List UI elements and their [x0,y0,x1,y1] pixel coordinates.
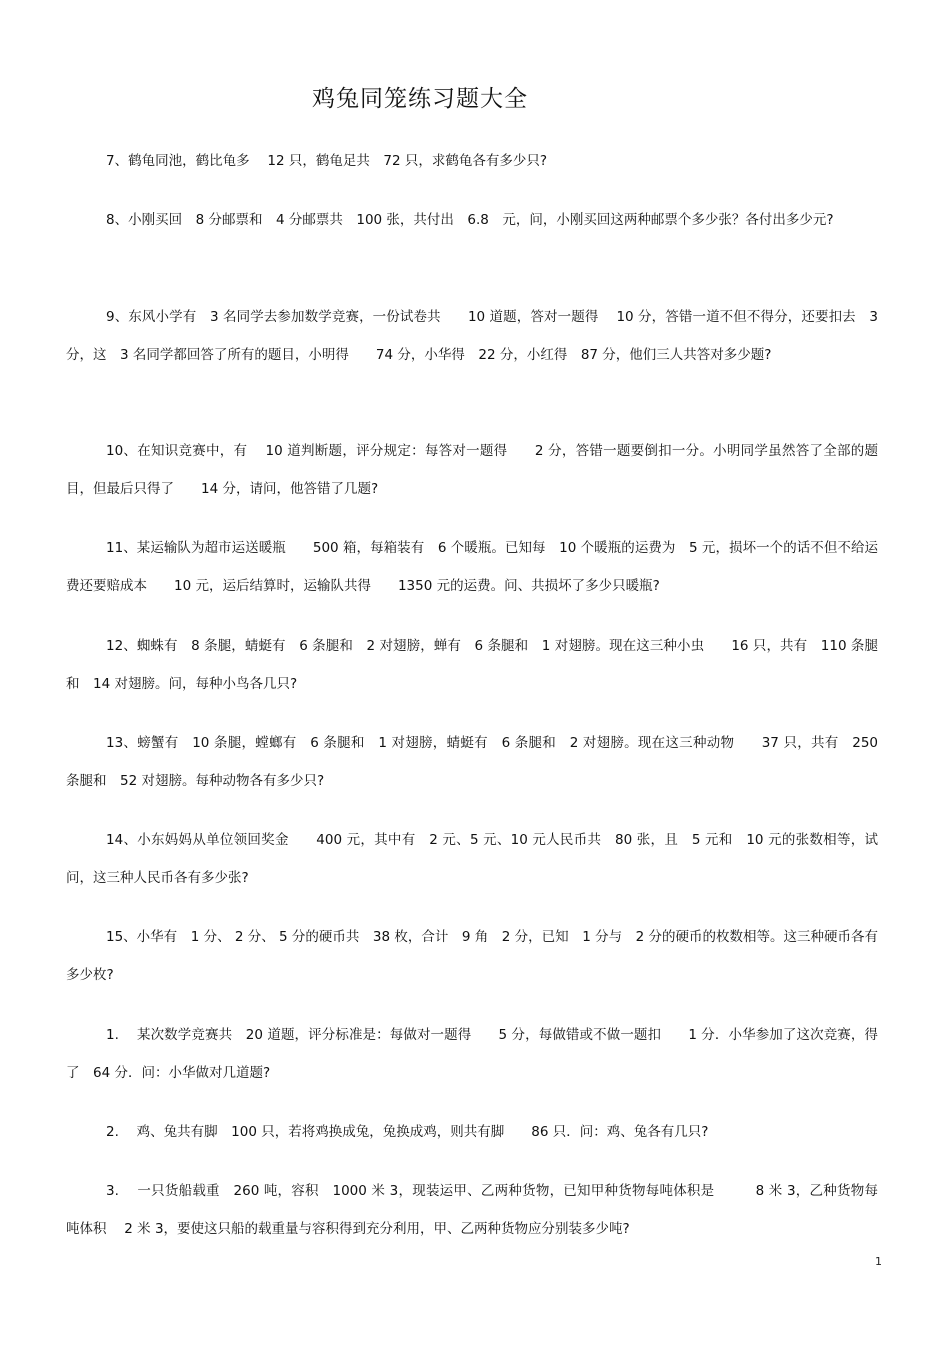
page-number: 1 [875,1255,882,1268]
problem-12: 12、蜘蛛有 8 条腿，蜻蜓有 6 条腿和 2 对翅膀，蝉有 6 条腿和 1 对翅膀。现在这三种小虫 16 只，共有 110 条腿和 14 对翅膀。问，每种小鸟各几只? [66,638,878,692]
problem-b1: 1. 某次数学竞赛共 20 道题，评分标准是：每做对一题得 5 分，每做错或不做一题扣 1 分．小华参加了这次竞赛，得了 64 分．问：小华做对几道题? [66,1027,878,1081]
problem-15: 15、小华有 1 分、 2 分、 5 分的硬币共 38 枚，合计 9 角 2 分，已知 1 分与 2 分的硬币的枚数相等。这三种硬币各有多少枚? [66,929,878,983]
problem-11: 11、某运输队为超市运送暖瓶 500 箱，每箱装有 6 个暖瓶。已知每 10 个暖瓶的运费为 5 元，损坏一个的话不但不给运费还要赔成本 10 元，运后结算时，运输队共得 1350 元的运费。问、共损坏了多少只暖瓶? [66,540,878,594]
problem-b2: 2. 鸡、兔共有脚 100 只，若将鸡换成兔，兔换成鸡，则共有脚 86 只．问：鸡、兔各有几只? [106,1124,709,1140]
problem-b3: 3. 一只货船载重 260 吨，容积 1000 米 3，现装运甲、乙两种货物，已知甲种货物每吨体积是 8 米 3，乙种货物每吨体积 2 米 3，要使这只船的载重量与容积得到充分利用，甲、乙两种货物应分别装多少吨? [66,1183,878,1237]
page-title: 鸡兔同笼练习题大全 [312,86,528,112]
problem-14: 14、小东妈妈从单位领回奖金 400 元，其中有 2 元、5 元、10 元人民币共 80 张，且 5 元和 10 元的张数相等，试问，这三种人民币各有多少张? [66,832,878,886]
problem-9: 9、东风小学有 3 名同学去参加数学竞赛，一份试卷共 10 道题，答对一题得 10 分，答错一道不但不得分，还要扣去 3 分，这 3 名同学都回答了所有的题目，小明得 74 分，小华得 22 分，小红得 87 分，他们三人共答对多少题? [66,309,883,363]
problem-8: 8、小刚买回 8 分邮票和 4 分邮票共 100 张，共付出 6.8 元，问，小刚买回这两种邮票个多少张？各付出多少元? [106,212,834,228]
problem-10: 10、在知识竞赛中，有 10 道判断题，评分规定：每答对一题得 2 分，答错一题要倒扣一分。小明同学虽然答了全部的题目，但最后只得了 14 分，请问，他答错了几题? [66,443,878,497]
problem-13: 13、螃蟹有 10 条腿，螳螂有 6 条腿和 1 对翅膀，蜻蜓有 6 条腿和 2 对翅膀。现在这三种动物 37 只，共有 250 条腿和 52 对翅膀。每种动物各有多少只? [66,735,883,789]
problem-7: 7、鹤龟同池，鹤比龟多 12 只，鹤龟足共 72 只，求鹤龟各有多少只? [106,153,547,169]
